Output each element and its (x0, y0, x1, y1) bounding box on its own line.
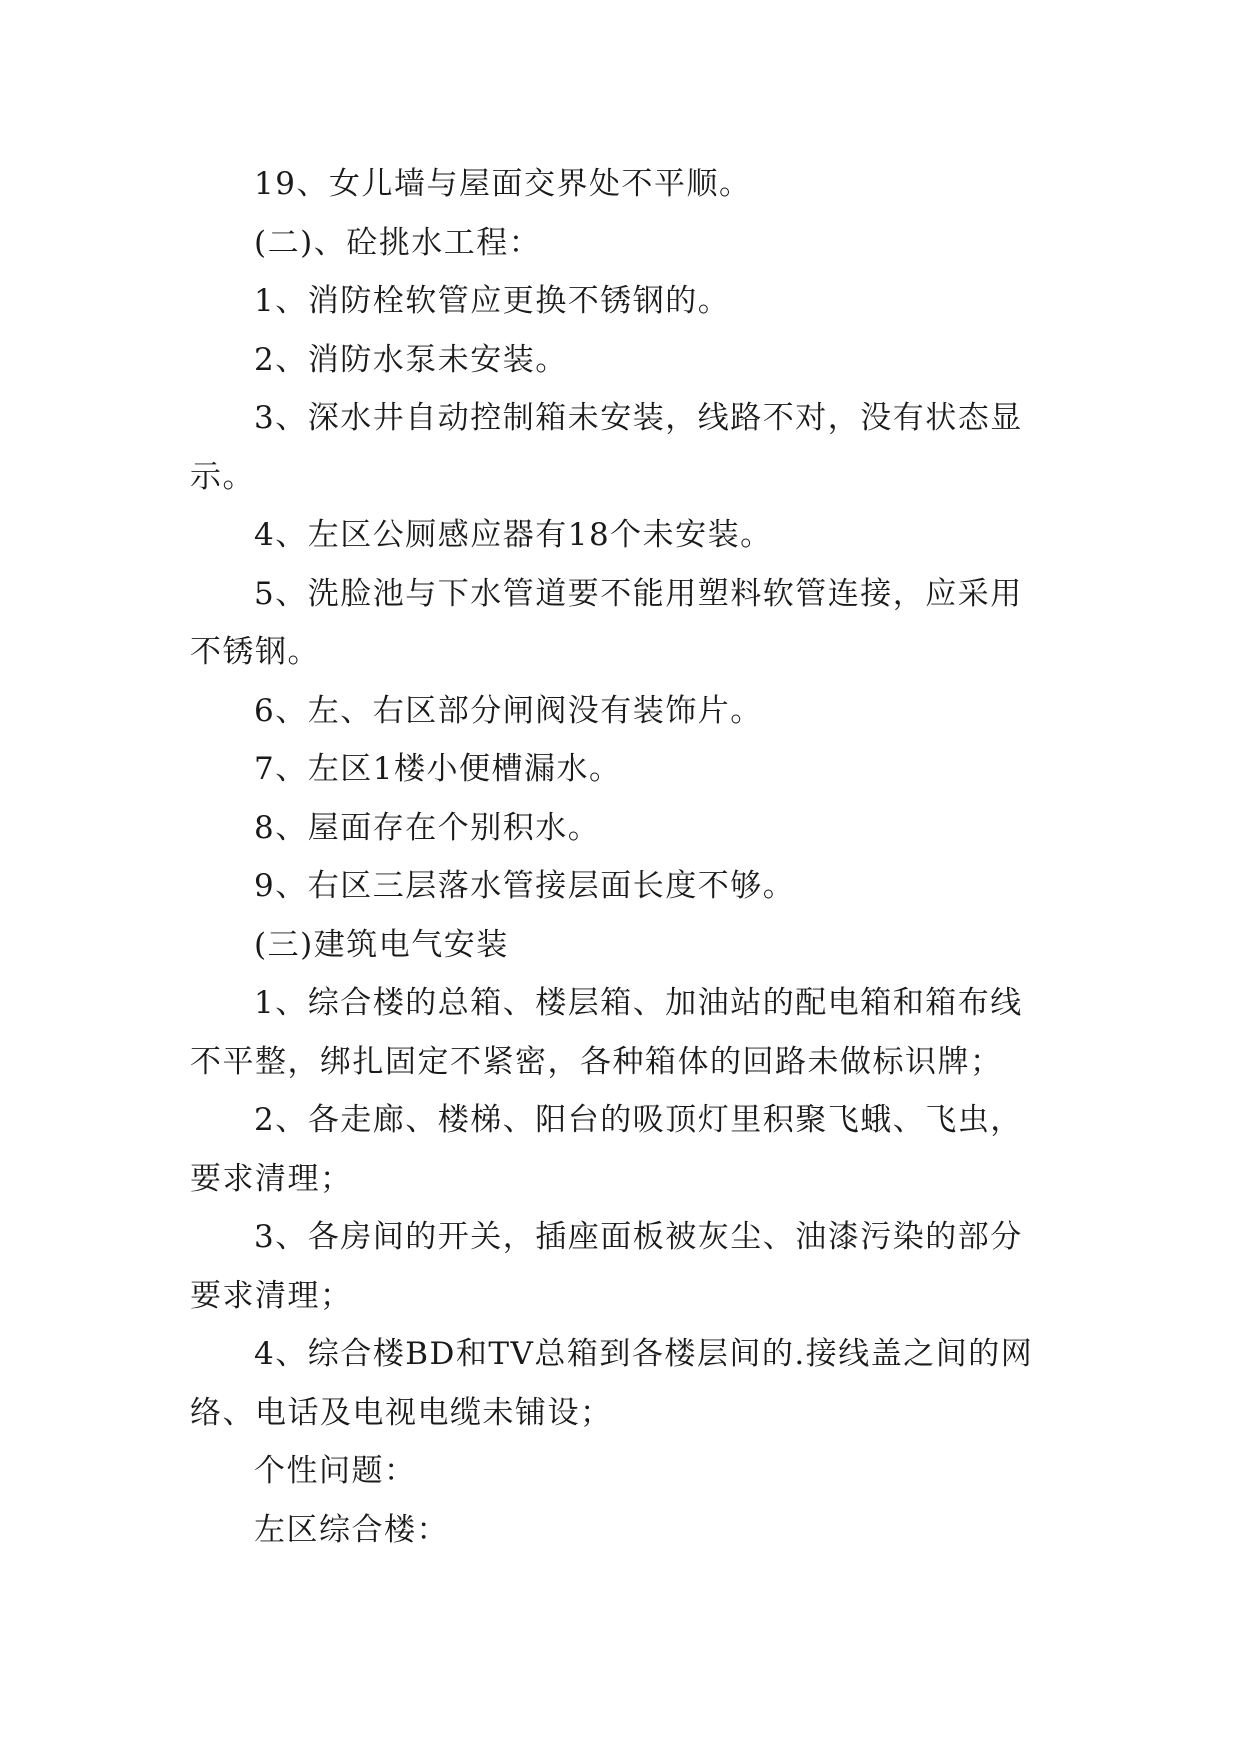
paragraph-item-9: 9、右区三层落水管接层面长度不够。 (254, 868, 796, 904)
paragraph-item-1: 1、消防栓软管应更换不锈钢的。 (254, 283, 731, 319)
paragraph-item-3: 3、深水井自动控制箱未安装，线路不对，没有状态显示。 (190, 400, 1023, 495)
paragraph-electrical-1: 1、综合楼的总箱、楼层箱、加油站的配电箱和箱布线不平整，绑扎固定不紧密，各种箱体的回路未做标识牌； (190, 985, 1023, 1080)
paragraph-item-19: 19、女儿墙与屋面交界处不平顺。 (254, 166, 752, 202)
paragraph-electrical-2: 2、各走廊、楼梯、阳台的吸顶灯里积聚飞蛾、飞虫，要求清理； (190, 1102, 1023, 1197)
paragraph-item-4: 4、左区公厕感应器有18个未安装。 (254, 517, 773, 553)
paragraph-item-5: 5、洗脸池与下水管道要不能用塑料软管连接，应采用不锈钢。 (190, 575, 1023, 670)
section-heading-left-building: 左区综合楼： (254, 1511, 449, 1548)
paragraph-item-8: 8、屋面存在个别积水。 (254, 809, 601, 846)
section-heading-electrical: (三)建筑电气安装 (254, 926, 509, 963)
section-heading-specific-issues: 个性问题： (254, 1453, 417, 1489)
paragraph-electrical-3: 3、各房间的开关，插座面板被灰尘、油漆污染的部分要求清理； (190, 1219, 1023, 1314)
paragraph-item-6: 6、左、右区部分闸阀没有装饰片。 (254, 692, 763, 729)
section-heading-water: (二)、砼挑水工程： (254, 224, 542, 261)
paragraph-item-2: 2、消防水泵未安装。 (254, 341, 568, 378)
document-body (190, 155, 1050, 1559)
paragraph-electrical-4: 4、综合楼BD和TV总箱到各楼层间的.接线盖之间的网络、电话及电视电缆未铺设； (190, 1336, 1034, 1431)
paragraph-item-7: 7、左区1楼小便槽漏水。 (254, 751, 622, 787)
